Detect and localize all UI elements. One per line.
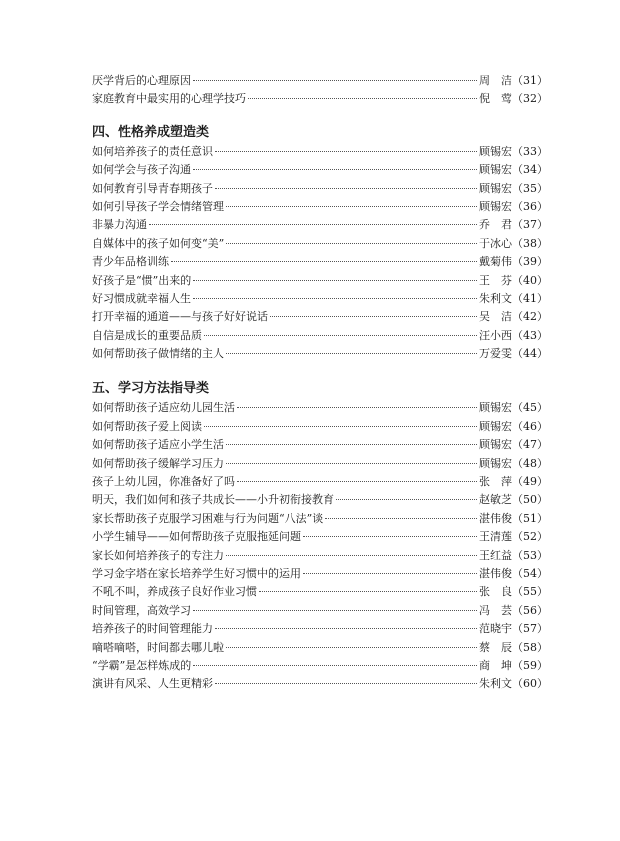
entry-page: （59） bbox=[512, 658, 548, 672]
entry-title: 嘀嗒嘀嗒，时间都去哪儿啦 bbox=[92, 640, 224, 654]
entry-page: （58） bbox=[512, 640, 548, 654]
entry-title: 厌学背后的心理原因 bbox=[92, 74, 191, 87]
entry-page: （38） bbox=[512, 236, 548, 250]
leader-dots bbox=[303, 536, 477, 537]
leader-dots bbox=[259, 591, 477, 592]
leader-dots bbox=[325, 518, 477, 519]
entry-author: 顾锡宏 bbox=[479, 419, 512, 433]
entry-author: 万爱雯 bbox=[479, 347, 512, 361]
leader-dots bbox=[171, 261, 477, 262]
entry-author: 商 坤 bbox=[479, 658, 512, 672]
entry-author: 吴 洁 bbox=[479, 310, 512, 324]
leader-dots bbox=[215, 151, 477, 152]
entry-title: 家长帮助孩子克服学习困难与行为问题“八法”谈 bbox=[92, 511, 324, 525]
entry-author: 倪 莺 bbox=[479, 92, 512, 106]
leader-dots bbox=[193, 610, 477, 611]
toc-entry bbox=[92, 620, 548, 638]
entry-page: （42） bbox=[512, 310, 548, 324]
entry-author: 顾锡宏 bbox=[479, 163, 512, 177]
entry-title: 非暴力沟通 bbox=[92, 218, 147, 232]
entry-page: （35） bbox=[512, 181, 548, 195]
leader-dots bbox=[193, 280, 477, 281]
toc-entry bbox=[92, 528, 548, 546]
leader-dots bbox=[215, 628, 477, 629]
section-entries bbox=[92, 399, 548, 693]
entry-author: 顾锡宏 bbox=[479, 401, 512, 415]
entry-page: （36） bbox=[512, 199, 548, 213]
entry-page: （45） bbox=[512, 401, 548, 415]
entry-author: 顾锡宏 bbox=[479, 199, 512, 213]
leader-dots bbox=[193, 298, 477, 299]
entry-title: 打开幸福的通道——与孩子好好说话 bbox=[92, 310, 268, 324]
entry-page: （33） bbox=[512, 144, 548, 158]
entry-page: （50） bbox=[512, 493, 548, 507]
entry-page: （48） bbox=[512, 456, 548, 470]
entry-author: 王红益 bbox=[479, 548, 512, 562]
toc-entry bbox=[92, 491, 548, 509]
leader-dots bbox=[215, 188, 477, 189]
entry-page: （46） bbox=[512, 419, 548, 433]
entry-title: 孩子上幼儿园，你准备好了吗 bbox=[92, 475, 235, 489]
entry-page: （47） bbox=[512, 438, 548, 452]
entry-title: 好孩子是“惯”出来的 bbox=[92, 273, 192, 287]
entry-title: 时间管理，高效学习 bbox=[92, 603, 191, 617]
toc-entry bbox=[92, 473, 548, 491]
entry-title: 培养孩子的时间管理能力 bbox=[92, 622, 213, 636]
leader-dots bbox=[226, 243, 477, 244]
entry-title: 演讲有风采、人生更精彩 bbox=[92, 677, 213, 691]
leader-dots bbox=[215, 683, 477, 684]
entry-page: （37） bbox=[512, 218, 548, 232]
entry-page: （31） bbox=[512, 74, 548, 87]
entry-author: 湛伟俊 bbox=[479, 566, 512, 580]
leader-dots bbox=[237, 481, 477, 482]
toc-entry bbox=[92, 143, 548, 161]
table-of-contents bbox=[92, 72, 548, 694]
leader-dots bbox=[226, 555, 477, 556]
entry-title: 青少年品格训练 bbox=[92, 255, 169, 269]
leader-dots bbox=[193, 665, 477, 666]
leader-dots bbox=[226, 444, 477, 445]
leader-dots bbox=[149, 224, 477, 225]
leader-dots bbox=[193, 169, 477, 170]
toc-entry bbox=[92, 565, 548, 583]
entry-page: （43） bbox=[512, 328, 548, 342]
toc-entry bbox=[92, 253, 548, 271]
entry-page: （49） bbox=[512, 475, 548, 489]
entry-title: 自信是成长的重要品质 bbox=[92, 328, 202, 342]
entry-page: （39） bbox=[512, 255, 548, 269]
entry-title: 如何帮助孩子适应幼儿园生活 bbox=[92, 401, 235, 415]
section-entries bbox=[92, 143, 548, 364]
entry-author: 张 良 bbox=[479, 585, 512, 599]
entry-page: （52） bbox=[512, 530, 548, 544]
toc-entry bbox=[92, 675, 548, 693]
toc-entry bbox=[92, 399, 548, 417]
toc-entry bbox=[92, 455, 548, 473]
toc-entry bbox=[92, 308, 548, 326]
entry-title: 小学生辅导——如何帮助孩子克服拖延问题 bbox=[92, 530, 301, 544]
toc-entry bbox=[92, 272, 548, 290]
toc-entry bbox=[92, 161, 548, 179]
entry-page: （53） bbox=[512, 548, 548, 562]
entry-title: “学霸”是怎样炼成的 bbox=[92, 658, 192, 672]
leader-dots bbox=[226, 353, 477, 354]
entry-page: （32） bbox=[512, 92, 548, 106]
entry-page: （40） bbox=[512, 273, 548, 287]
entry-author: 汪小西 bbox=[479, 328, 512, 342]
toc-entry bbox=[92, 639, 548, 657]
toc-entry bbox=[92, 216, 548, 234]
entry-page: （34） bbox=[512, 163, 548, 177]
section-heading: 四、性格养成塑造类 bbox=[92, 124, 210, 140]
entry-author: 张 萍 bbox=[479, 475, 512, 489]
entry-page: （56） bbox=[512, 603, 548, 617]
entry-title: 学习金字塔在家长培养学生好习惯中的运用 bbox=[92, 566, 301, 580]
entry-author: 王清莲 bbox=[479, 530, 512, 544]
toc-entry bbox=[92, 345, 548, 363]
entry-author: 顾锡宏 bbox=[479, 438, 512, 452]
leader-dots bbox=[248, 98, 477, 99]
entry-title: 如何培养孩子的责任意识 bbox=[92, 144, 213, 158]
toc-entry bbox=[92, 583, 548, 601]
entry-title: 好习惯成就幸福人生 bbox=[92, 291, 191, 305]
entry-author: 朱利文 bbox=[479, 677, 512, 691]
entry-page: （55） bbox=[512, 585, 548, 599]
entry-page: （51） bbox=[512, 511, 548, 525]
entry-title: 如何帮助孩子做情绪的主人 bbox=[92, 347, 224, 361]
entry-title: 家长如何培养孩子的专注力 bbox=[92, 548, 224, 562]
section-5 bbox=[92, 379, 548, 693]
leader-dots bbox=[204, 335, 477, 336]
toc-entry bbox=[92, 90, 548, 108]
leader-dots bbox=[303, 573, 477, 574]
entry-author: 赵敏芝 bbox=[479, 493, 512, 507]
leader-dots bbox=[226, 463, 477, 464]
entry-page: （57） bbox=[512, 622, 548, 636]
entry-author: 蔡 辰 bbox=[479, 640, 512, 654]
entry-title: 明天，我们如何和孩子共成长——小升初衔接教育 bbox=[92, 493, 334, 507]
leader-dots bbox=[237, 407, 477, 408]
toc-entry bbox=[92, 180, 548, 198]
leader-dots bbox=[204, 426, 477, 427]
leader-dots bbox=[193, 80, 477, 81]
toc-entry bbox=[92, 235, 548, 253]
entry-page: （54） bbox=[512, 566, 548, 580]
top-entries bbox=[92, 72, 548, 109]
leader-dots bbox=[270, 316, 477, 317]
entry-author: 顾锡宏 bbox=[479, 181, 512, 195]
leader-dots bbox=[226, 206, 477, 207]
toc-entry bbox=[92, 290, 548, 308]
entry-title: 如何教育引导青春期孩子 bbox=[92, 181, 213, 195]
toc-entry bbox=[92, 198, 548, 216]
leader-dots bbox=[336, 499, 477, 500]
entry-author: 王 芬 bbox=[479, 273, 512, 287]
entry-title: 家庭教育中最实用的心理学技巧 bbox=[92, 92, 246, 106]
entry-author: 顾锡宏 bbox=[479, 144, 512, 158]
entry-author: 戴菊伟 bbox=[479, 255, 512, 269]
section-heading: 五、学习方法指导类 bbox=[92, 381, 210, 397]
entry-author: 湛伟俊 bbox=[479, 511, 512, 525]
entry-author: 朱利文 bbox=[479, 291, 512, 305]
toc-entry bbox=[92, 436, 548, 454]
entry-author: 乔 君 bbox=[479, 218, 512, 232]
entry-page: （44） bbox=[512, 347, 548, 361]
entry-page: （41） bbox=[512, 291, 548, 305]
entry-title: 不吼不叫，养成孩子良好作业习惯 bbox=[92, 585, 257, 599]
toc-entry bbox=[92, 547, 548, 565]
entry-page: （60） bbox=[512, 677, 548, 691]
entry-author: 于冰心 bbox=[479, 236, 512, 250]
entry-title: 自媒体中的孩子如何变“美” bbox=[92, 236, 225, 250]
toc-entry bbox=[92, 418, 548, 436]
leader-dots bbox=[226, 647, 477, 648]
entry-title: 如何学会与孩子沟通 bbox=[92, 163, 191, 177]
entry-author: 冯 芸 bbox=[479, 603, 512, 617]
entry-author: 周 洁 bbox=[479, 74, 512, 87]
entry-title: 如何帮助孩子缓解学习压力 bbox=[92, 456, 224, 470]
entry-author: 范晓宇 bbox=[479, 622, 512, 636]
toc-entry bbox=[92, 72, 548, 90]
toc-entry bbox=[92, 657, 548, 675]
entry-author: 顾锡宏 bbox=[479, 456, 512, 470]
toc-entry bbox=[92, 602, 548, 620]
toc-entry bbox=[92, 327, 548, 345]
toc-entry bbox=[92, 510, 548, 528]
section-4 bbox=[92, 123, 548, 364]
entry-title: 如何帮助孩子爱上阅读 bbox=[92, 419, 202, 433]
entry-title: 如何帮助孩子适应小学生活 bbox=[92, 438, 224, 452]
entry-title: 如何引导孩子学会情绪管理 bbox=[92, 199, 224, 213]
